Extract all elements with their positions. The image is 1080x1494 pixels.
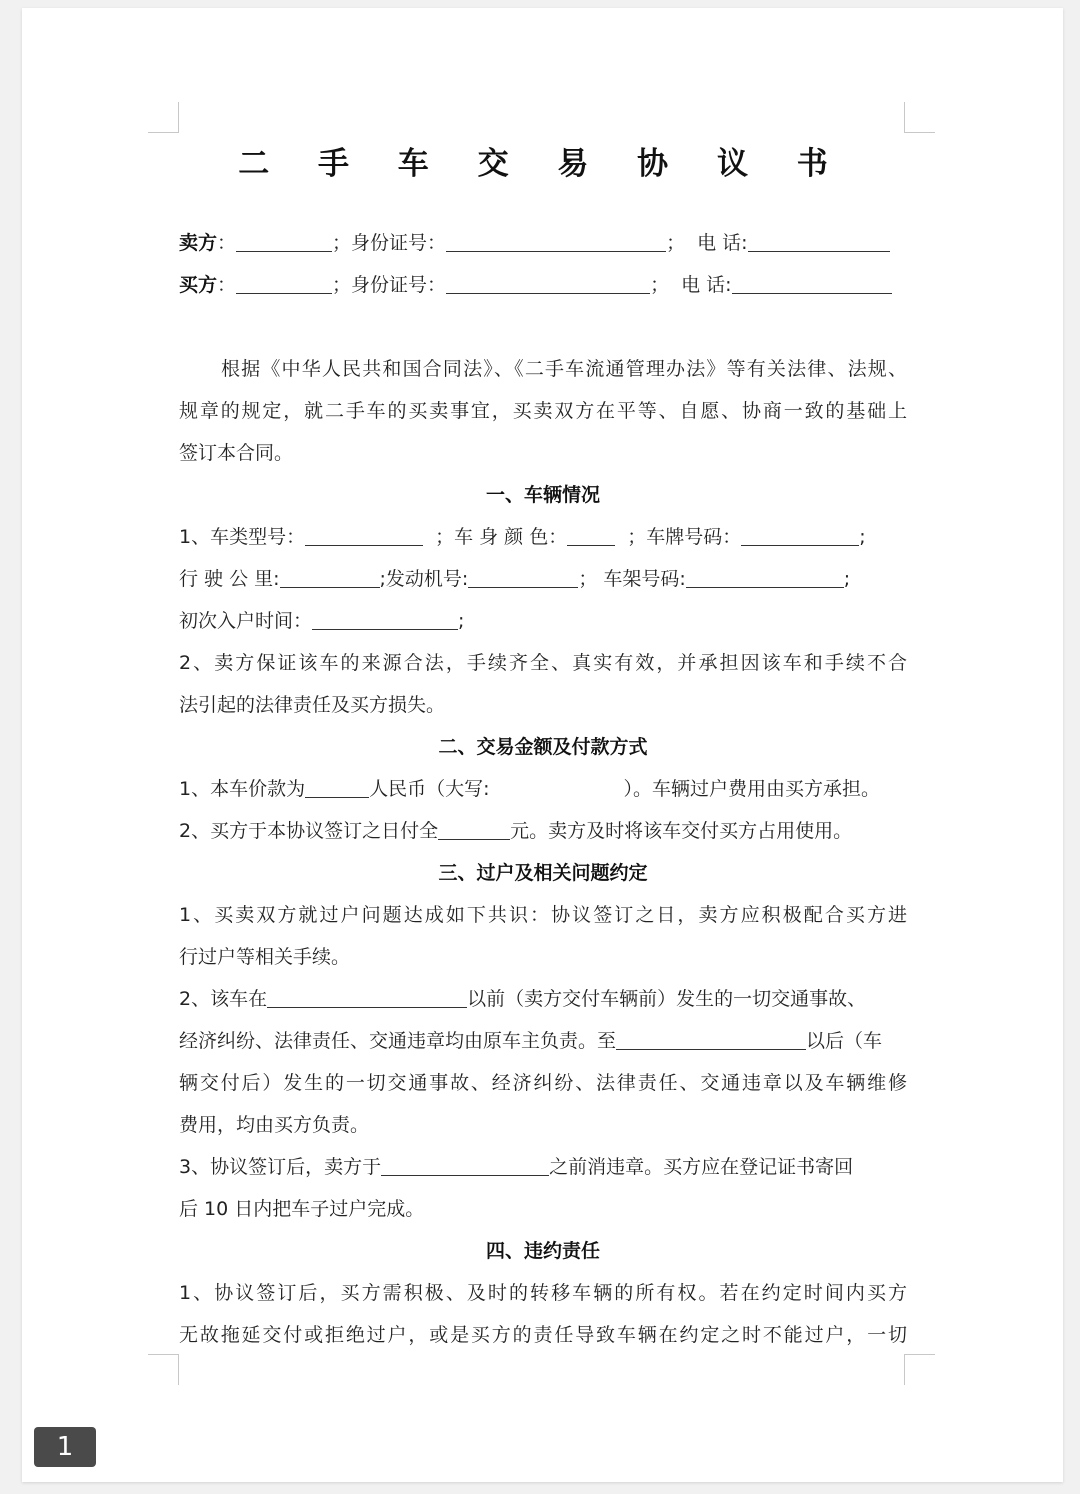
section-heading: 一、车辆情况 [485, 484, 600, 506]
clause-line: 经济纠纷、法律责任、交通违章均由原车主负责。至 以后（车 [179, 1030, 883, 1052]
clause-line: 后 10 日内把车子过户完成。 [179, 1198, 425, 1220]
page-corner-mark [904, 1354, 935, 1385]
clause-line: 2、卖方保证该车的来源合法，手续齐全、真实有效，并承担因该车和手续不合 [179, 652, 907, 674]
intro-line: 签订本合同。 [179, 442, 294, 464]
page-number-badge[interactable]: 1 [34, 1427, 96, 1467]
date-blank [267, 987, 467, 1008]
vehicle-row-2: 行 驶 公 里: ;发动机号: ； 车架号码: ; [179, 568, 851, 590]
buyer-line: 买方： ；身份证号： ； 电 话: [179, 272, 907, 298]
clause-line: 辆交付后）发生的一切交通事故、经济纠纷、法律责任、交通违章以及车辆维修 [179, 1072, 907, 1094]
intro-line: 根据《中华人民共和国合同法》、《二手车流通管理办法》等有关法律、法规、 [221, 358, 907, 380]
seller-id-label: 身份证号： [351, 232, 447, 254]
vin-blank [686, 567, 844, 588]
clause-line: 1、协议签订后，买方需积极、及时的转移车辆的所有权。若在约定时间内买方 [179, 1282, 907, 1304]
clause-line: 1、买卖双方就过户问题达成如下共识：协议签订之日，卖方应积极配合买方进 [179, 904, 907, 926]
document-title: 二 手 车 交 易 协 议 书 [238, 146, 847, 182]
clause-line: 2、该车在 以前（卖方交付车辆前）发生的一切交通事故、 [179, 988, 867, 1010]
registration-date-blank [312, 609, 458, 630]
engine-no-blank [468, 567, 578, 588]
page-corner-mark [904, 102, 935, 133]
seller-phone-blank [748, 231, 890, 252]
section-heading: 二、交易金额及付款方式 [438, 736, 648, 758]
intro-line: 规章的规定，就二手车的买卖事宜，买卖双方在平等、自愿、协商一致的基础上 [179, 400, 907, 422]
clause-line: 无故拖延交付或拒绝过户，或是买方的责任导致车辆在约定之时不能过户，一切 [179, 1324, 907, 1346]
seller-line: 卖方： ；身份证号： ； 电 话: [179, 230, 907, 256]
mileage-blank [280, 567, 380, 588]
payment-blank [438, 819, 510, 840]
color-blank [567, 525, 615, 546]
seller-name-blank [236, 231, 332, 252]
buyer-id-blank [446, 273, 650, 294]
buyer-name-blank [236, 273, 332, 294]
buyer-phone-blank [732, 273, 892, 294]
clause-line: 行过户等相关手续。 [179, 946, 351, 968]
vehicle-row-1: 1、车类型号： ；车 身 颜 色： ；车牌号码： ; [179, 526, 866, 548]
clause-line: 3、协议签订后，卖方于 之前消违章。买方应在登记证书寄回 [179, 1156, 854, 1178]
buyer-id-label: 身份证号： [351, 274, 447, 296]
buyer-phone-label: 电 话: [681, 274, 732, 296]
page-corner-mark [148, 1354, 179, 1385]
plate-blank [741, 525, 859, 546]
clause-line: 法引起的法律责任及买方损失。 [179, 694, 446, 716]
date-blank [381, 1155, 549, 1176]
vehicle-row-3: 初次入户时间： ; [179, 610, 465, 632]
seller-phone-label: 电 话: [697, 232, 748, 254]
section-heading: 三、过户及相关问题约定 [438, 862, 648, 884]
document-page [22, 8, 1063, 1482]
payment-line: 2、买方于本协议签订之日付全 元。卖方及时将该车交付买方占用使用。 [179, 820, 853, 842]
section-heading: 四、违约责任 [485, 1240, 600, 1262]
price-line: 1、本车价款为 人民币（大写: ）。车辆过户费用由买方承担。 [179, 778, 881, 800]
seller-label: 卖方 [179, 232, 218, 254]
clause-line: 费用，均由买方负责。 [179, 1114, 370, 1136]
price-blank [305, 777, 369, 798]
seller-id-blank [446, 231, 666, 252]
buyer-label: 买方 [179, 274, 218, 296]
date-blank [616, 1029, 806, 1050]
model-blank [305, 525, 423, 546]
page-corner-mark [148, 102, 179, 133]
